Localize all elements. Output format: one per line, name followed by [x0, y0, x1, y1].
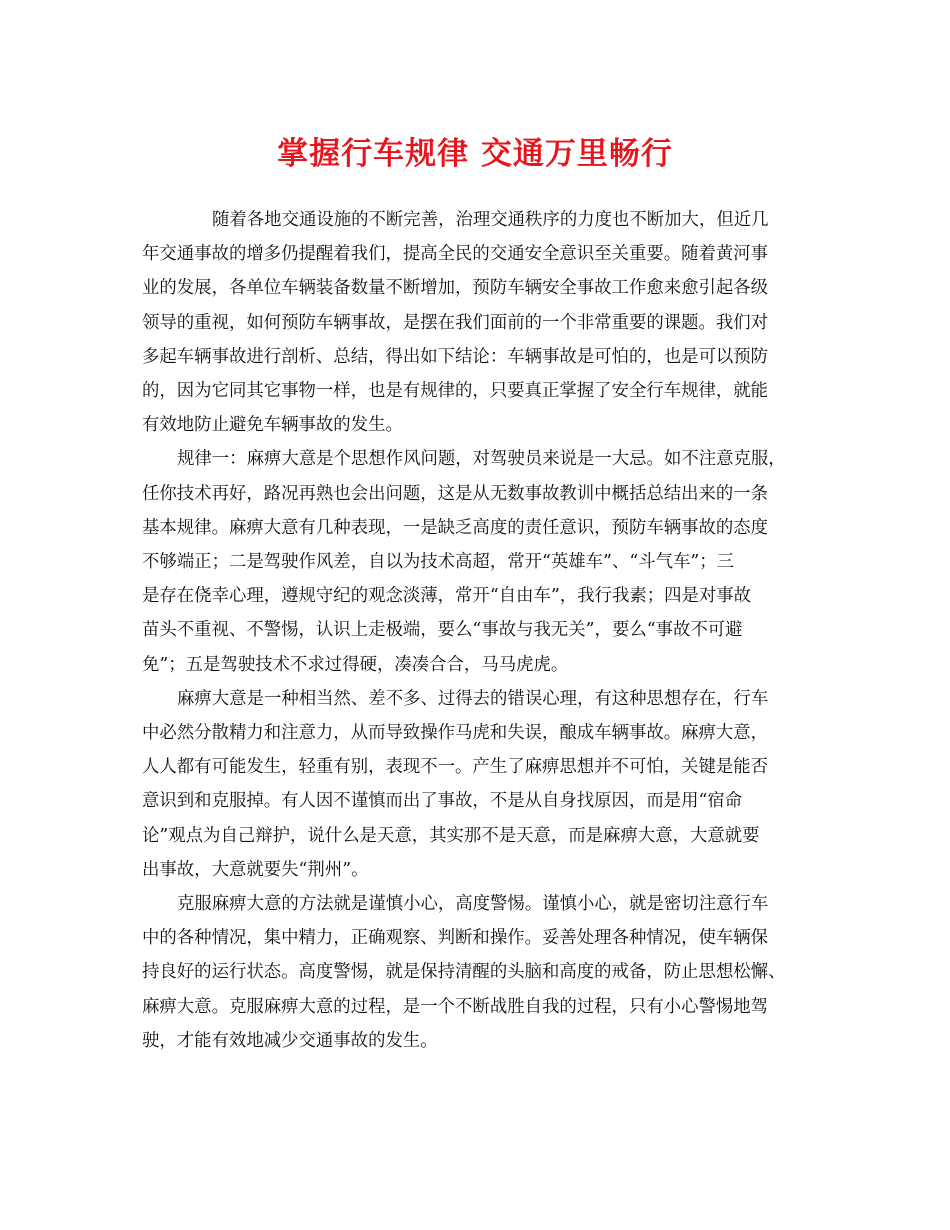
text-line: 多起车辆事故进行剖析、总结，得出如下结论：车辆事故是可怕的，也是可以预防 — [142, 346, 769, 367]
text-line: 的，因为它同其它事物一样，也是有规律的，只要真正掌握了安全行车规律，就能 — [142, 381, 769, 402]
text-line: 麻痹大意是一种相当然、差不多、过得去的错误心理，有这种思想存在，行车 — [177, 688, 769, 709]
text-line: 持良好的运行状态。高度警惕，就是保持清醒的头脑和高度的戒备，防止思想松懈、 — [142, 962, 786, 983]
text-line: 免”；五是驾驶技术不求过得硬，凑凑合合，马马虎虎。 — [142, 654, 569, 675]
text-line: 年交通事故的增多仍提醒着我们，提高全民的交通安全意识至关重要。随着黄河事 — [142, 244, 769, 265]
document-body — [142, 203, 822, 1058]
text-line: 克服麻痹大意的方法就是谨慎小心，高度警惕。谨慎小心，就是密切注意行车 — [177, 894, 769, 915]
text-line: 出事故，大意就要失“荆州”。 — [142, 859, 369, 880]
paragraph-carelessness — [142, 682, 822, 887]
text-line: 苗头不重视、不警惕，认识上走极端，要么“事故与我无关”，要么“事故不可避 — [142, 620, 743, 641]
text-line: 规律一：麻痹大意是个思想作风问题，对驾驶员来说是一大忌。如不注意克服， — [177, 449, 786, 470]
text-line: 领导的重视，如何预防车辆事故，是摆在我们面前的一个非常重要的课题。我们对 — [142, 312, 769, 333]
text-line: 中的各种情况，集中精力，正确观察、判断和操作。妥善处理各种情况，使车辆保 — [142, 928, 769, 949]
text-line: 是存在侥幸心理，遵规守纪的观念淡薄，常开“自由车”，我行我素；四是对事故 — [142, 586, 752, 607]
text-line: 随着各地交通设施的不断完善，治理交通秩序的力度也不断加大，但近几 — [212, 210, 769, 230]
text-line: 中必然分散精力和注意力，从而导致操作马虎和失误，酿成车辆事故。麻痹大意， — [142, 723, 769, 744]
text-line: 不够端正；二是驾驶作风差，自以为技术高超，常开“英雄车”、“斗气车”；三 — [142, 552, 735, 573]
text-line: 意识到和克服掉。有人因不谨慎而出了事故，不是从自身找原因，而是用“宿命 — [142, 791, 743, 812]
text-line: 麻痹大意。克服麻痹大意的过程，是一个不断战胜自我的过程，只有小心警惕地驾 — [142, 996, 769, 1017]
text-line: 业的发展，各单位车辆装备数量不断增加，预防车辆安全事故工作愈来愈引起各级 — [142, 278, 769, 299]
text-line: 基本规律。麻痹大意有几种表现，一是缺乏高度的责任意识，预防车辆事故的态度 — [142, 517, 769, 538]
text-line: 论”观点为自己辩护，说什么是天意，其实那不是天意，而是麻痹大意，大意就要 — [142, 825, 760, 846]
text-line: 人人都有可能发生，轻重有别，表现不一。产生了麻痹思想并不可怕，关键是能否 — [142, 757, 769, 778]
document-title: 掌握行车规律 交通万里畅行 — [277, 136, 673, 172]
text-line: 任你技术再好，路况再熟也会出问题，这是从无数事故教训中概括总结出来的一条 — [142, 483, 769, 504]
paragraph-solution — [142, 887, 822, 1058]
paragraph-rule-one — [142, 442, 822, 681]
text-line: 有效地防止避免车辆事故的发生。 — [142, 415, 403, 436]
text-line: 驶，才能有效地减少交通事故的发生。 — [142, 1030, 438, 1051]
paragraph-intro — [142, 203, 822, 442]
